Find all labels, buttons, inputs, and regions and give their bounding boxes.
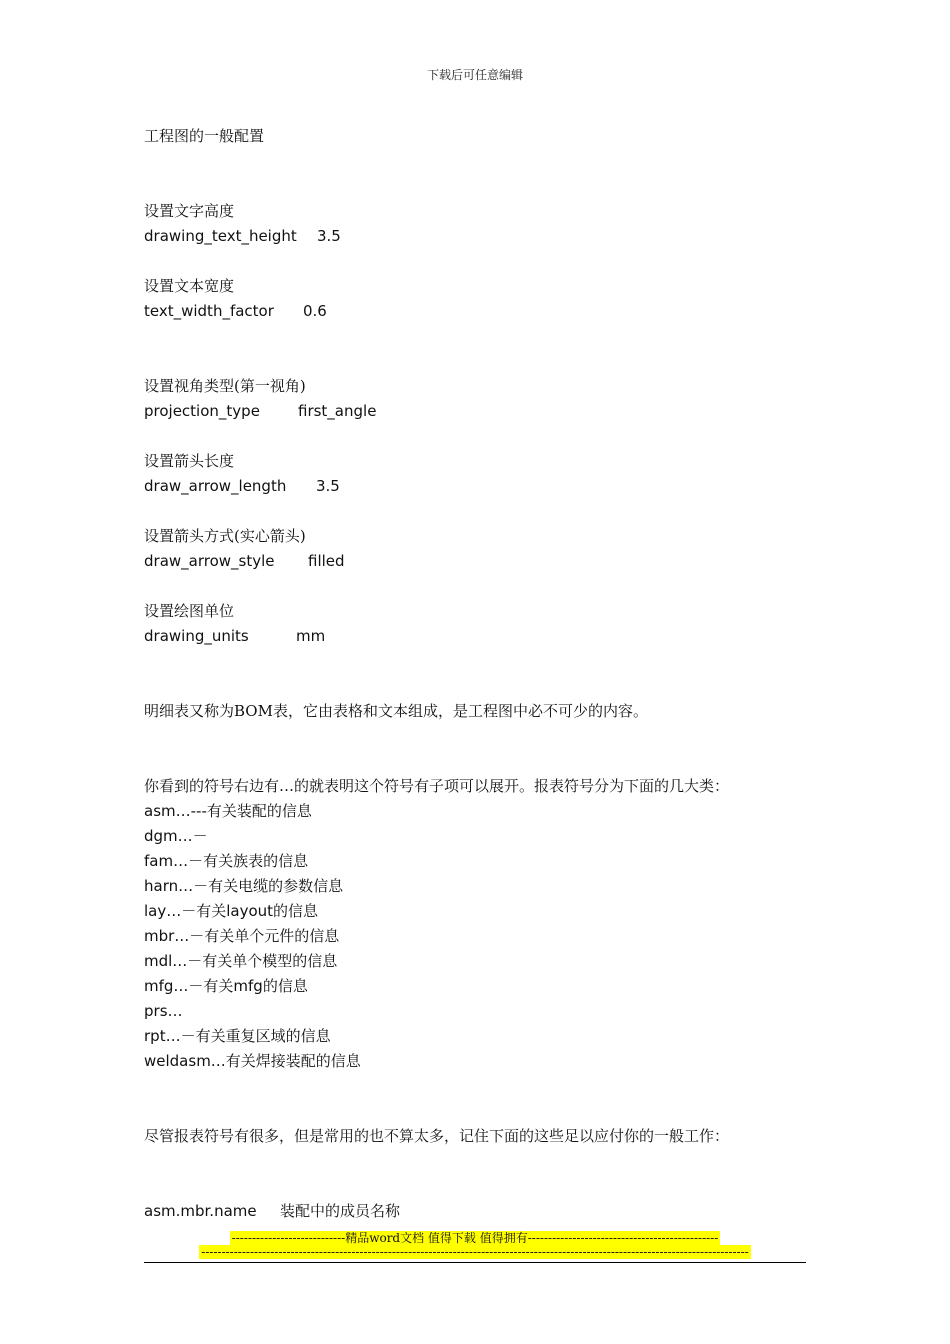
setting-label: 设置箭头方式(实心箭头) [144,527,306,545]
setting-value: 0.6 [303,302,327,320]
setting-row [144,474,784,499]
setting-label: 设置绘图单位 [144,602,235,620]
setting-value: 3.5 [317,227,341,245]
setting-value: 3.5 [316,477,340,495]
list-item: harn…－有关电缆的参数信息 [144,877,344,895]
footer-banner-secondary [0,1245,950,1259]
page-header: 下载后可任意编辑 [426,68,523,82]
setting-text-width [144,274,784,324]
list-item: fam…－有关族表的信息 [144,852,309,870]
setting-row [144,224,784,249]
setting-label: 设置文本宽度 [144,277,235,295]
common-item [144,1199,784,1224]
common-item-desc: 装配中的成员名称 [280,1202,401,1220]
list-item: mfg…－有关mfg的信息 [144,977,308,995]
setting-row [144,624,784,649]
setting-label: 设置箭头长度 [144,452,235,470]
setting-key: draw_arrow_length [144,477,287,495]
footer-banner-primary [0,1229,950,1246]
list-item: mdl…－有关单个模型的信息 [144,952,338,970]
list-item: weldasm…有关焊接装配的信息 [144,1052,361,1070]
setting-row [144,299,784,324]
list-item: mbr…－有关单个元件的信息 [144,927,340,945]
symbols-list [144,799,784,1074]
setting-row [144,549,784,574]
setting-value: mm [296,627,326,645]
setting-key: projection_type [144,402,260,420]
list-item: dgm…－ [144,827,208,845]
setting-projection-type [144,374,784,424]
bom-intro: 明细表又称为BOM表，它由表格和文本组成，是工程图中必不可少的内容。 [144,702,648,720]
setting-key: text_width_factor [144,302,274,320]
setting-arrow-length [144,449,784,499]
footer-divider [144,1262,806,1263]
common-item-key: asm.mbr.name [144,1202,257,1220]
setting-key: drawing_text_height [144,227,297,245]
footer-banner-text: ----------------------------精品word文档 值得下载 值得拥有----------------------------------------------- [231,1231,719,1245]
list-item: lay…－有关layout的信息 [144,902,319,920]
footer-banner-dashes: --------------------------------------------------------------------------------------------------------------------------------------- [201,1245,749,1259]
setting-key: draw_arrow_style [144,552,275,570]
setting-row [144,399,784,424]
setting-value: filled [308,552,345,570]
setting-value: first_angle [298,402,377,420]
list-item: rpt…－有关重复区域的信息 [144,1027,331,1045]
setting-drawing-units [144,599,784,649]
setting-label: 设置视角类型(第一视角) [144,377,306,395]
common-intro: 尽管报表符号有很多，但是常用的也不算太多，记住下面的这些足以应付你的一般工作： [144,1127,730,1145]
setting-label: 设置文字高度 [144,202,235,220]
list-item: prs… [144,1002,183,1020]
symbols-intro: 你看到的符号右边有…的就表明这个符号有子项可以展开。报表符号分为下面的几大类： [144,777,730,795]
list-item: asm…---有关装配的信息 [144,802,312,820]
setting-arrow-style [144,524,784,574]
document-body [144,124,784,1224]
setting-text-height [144,199,784,249]
document-title: 工程图的一般配置 [144,127,265,145]
setting-key: drawing_units [144,627,249,645]
